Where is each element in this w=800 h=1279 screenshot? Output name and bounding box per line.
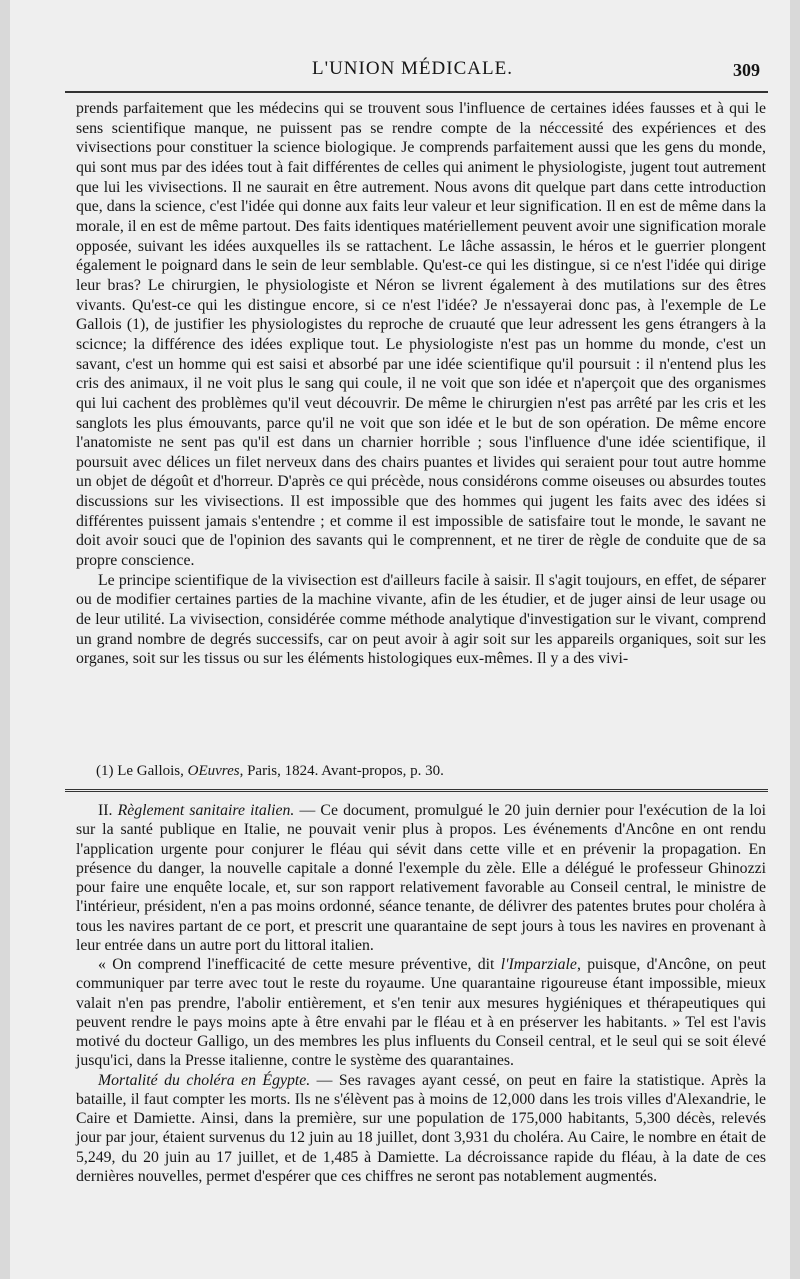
running-title: L'UNION MÉDICALE. [312, 58, 513, 79]
news-item-title: Règlement sanitaire italien. [117, 802, 295, 819]
book-page [10, 0, 790, 1279]
news-section [76, 801, 766, 1186]
header-rule [65, 91, 768, 93]
footnote-work-title: OEuvres [187, 763, 240, 779]
news-item-quote [76, 955, 766, 1071]
news-item-mortality [76, 1071, 766, 1187]
paragraph: prends parfaitement que les médecins qui se trouvent sous l'influence de certaines idées fausses et à qui le sens scientifique manque, ne puissent pas se rendre compte de la néccessité des expériences et des vivisections pour constituer la science biologique. Je comprends parfaitement aussi que les gens du monde, qui sont mus par des idées tout à fait différentes de celles qui animent le physiologiste, jugent tout autrement que lui les vivisections. Il ne saurait en être autrement. Nous avons dit quelque part dans cette introduction que, dans la science, c'est l'idée qui donne aux faits leur valeur et leur signification. Il en est de même dans la morale, il en est de même partout. Des faits identiques matériellement peuvent avoir une signification morale opposée, suivant les idées auxquelles ils se rattachent. Le lâche assassin, le héros et le guerrier plongent également le poignard dans le sein de leur semblable. Qu'est-ce qui les distingue, si ce n'est l'idée qui dirige leur bras? Le chirurgien, le physiologiste et Néron se livrent également à des mutilations sur des êtres vivants. Qu'est-ce qui les distingue encore, si ce n'est l'idée? Je n'essayerai donc pas, à l'exemple de Le Gallois (1), de justifier les physiologistes du reproche de cruauté que leur adressent les gens étrangers à la scicnce; la différence des idées explique tout. Le physiologiste n'est pas un homme du monde, c'est un savant, c'est un homme qui est saisi et absorbé par une idée scientifique qu'il poursuit : il n'entend plus les cris des animaux, il ne voit plus le sang qui coule, il ne voit que son idée et n'aperçoit que des organismes qui lui cachent des problèmes qu'il veut découvrir. De même le chirurgien n'est pas arrêté par les cris et les sanglots les plus émouvants, parce qu'il ne voit que son idée et le but de son opération. De même encore l'anatomiste ne sent pas qu'il est dans un charnier horrible ; sous l'influence d'une idée scientifique, il poursuit avec délices un filet nerveux dans des chairs puantes et livides qui seraient pour tout autre homme un objet de dégoût et d'horreur. D'après ce qui précède, nous considérons comme oiseuses ou absurdes toutes discussions sur les vivisections. Il est impossible que des hommes qui jugent les faits avec des idées si différentes puissent jamais s'entendre ; et comme il est impossible de satisfaire tout le monde, le savant ne doit avoir souci que de l'opinion des savants qui le comprennent, et ne tirer de règle de conduite que de sa propre conscience. [76, 100, 767, 570]
page-number: 309 [733, 60, 760, 80]
quote-text: , puisque, d'Ancône, on peut communiquer par terre avec tout le reste du royaume. Une quarantaine rigoureuse étant impossible, mieux valait n'en pas prendre, l'abolir entièrement, et s'en tenir aux mesures hygiéniques et thérapeutiques qui peuvent rendre le pays moins apte à être envahi par le fléau et à en préserver les habitants. » Tel est l'avis motivé du docteur Galligo, un des membres les plus influents du Conseil central, et le seul qui se soit élevé jusqu'ici, dans la Presse italienne, contre le système des quarantaines. [76, 956, 767, 1070]
news-item-number: II. [98, 802, 118, 819]
quote-text: « On comprend l'inefficacité de cette mesure préventive, dit [98, 956, 501, 973]
footnote [76, 762, 766, 781]
main-article-text [76, 99, 766, 669]
news-item-text: — Ce document, promulgué le 20 juin dernier pour l'exécution de la loi sur la santé publique en Italie, ne pouvait venir plus à propos. Les événements d'Ancône en ont rendu l'application urgente pour conjurer le fléau qui sévit dans cette ville et en prévenir la propagation. En présence du danger, la nouvelle capitale a donné l'exemple du zèle. Elle a délégué le professeur Ghinozzi pour faire une enquête locale, et, sur son rapport relativement favorable au Conseil central, le ministre de l'intérieur, président, n'en a pas moins ordonné, séance tenante, de délivrer des patentes brutes pour choléra à tous les navires partant de ce port, et prescrit une quarantaine de sept jours à tous les navires en provenant à leur entrée dans un autre port du littoral italien. [76, 802, 767, 954]
section-divider [65, 789, 768, 792]
footnote-text: , Paris, 1824. Avant-propos, p. 30. [239, 763, 444, 779]
paragraph: Le principe scientifique de la vivisection est d'ailleurs facile à saisir. Il s'agit toujours, en effet, de séparer ou de modifier certaines parties de la machine vivante, afin de les étudier, et de juger ainsi de leur usage ou de leur utilité. La vivisection, considérée comme méthode analytique d'investigation sur le vivant, comprend un grand nombre de degrés successifs, car on peut avoir à agir soit sur les appareils organiques, soit sur les organes, soit sur les tissus ou sur les éléments histologiques eux-mêmes. Il y a des vivi- [76, 571, 766, 668]
news-item-regulation [76, 801, 766, 955]
page-header [65, 58, 760, 86]
footnote-text: (1) Le Gallois, [96, 763, 188, 779]
news-item-text: — Ses ravages ayant cessé, on peut en faire la statistique. Après la bataille, il faut compter les morts. Ils ne s'élèvent pas à moins de 12,000 dans les trois villes d'Alexandrie, le Caire et Damiette. Ainsi, dans la première, sur une population de 175,000 habitants, 5,300 décès, relevés jour par jour, étaient survenus du 12 juin au 18 juillet, dont 3,931 du choléra. Au Caire, le nombre en était de 5,249, du 20 juin au 17 juillet, et de 1,485 à Damiette. La décroissance rapide du fléau, à la date de ces dernières nouvelles, permet d'espérer que ces chiffres ne seront pas notablement augmentés. [76, 1071, 766, 1185]
quote-source: l'Imparziale [500, 956, 577, 973]
news-item-title: Mortalité du choléra en Égypte. [98, 1071, 311, 1089]
